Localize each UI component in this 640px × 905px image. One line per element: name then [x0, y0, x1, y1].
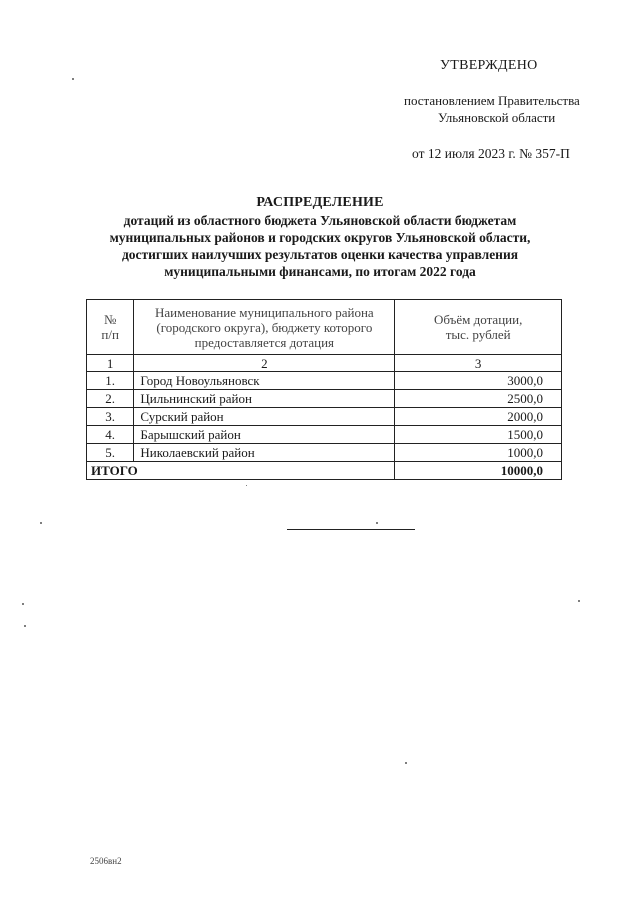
table-row: [87, 390, 562, 408]
municipality-name: Сурский район: [134, 408, 395, 426]
table-row: [87, 426, 562, 444]
scan-speck: [22, 603, 24, 605]
scan-speck: [40, 522, 42, 524]
total-amount: 10000,0: [395, 462, 562, 480]
approval-authority-line: постановлением Правительства: [404, 93, 580, 108]
scan-speck: [405, 762, 407, 764]
municipality-name: Город Новоульяновск: [134, 372, 395, 390]
column-index: 1: [87, 355, 134, 372]
subsidy-amount: 1000,0: [395, 444, 562, 462]
table-header-row: [87, 300, 562, 355]
scan-speck: [24, 625, 26, 627]
subsidy-amount: 3000,0: [395, 372, 562, 390]
header-subsidy-amount: Объём дотации, тыс. рублей: [395, 300, 562, 355]
municipality-name: Николаевский район: [134, 444, 395, 462]
subsidy-amount: 1500,0: [395, 426, 562, 444]
scan-speck: [376, 522, 378, 524]
document-subtitle-line: достигших наилучших результатов оценки качества управления: [121, 247, 519, 262]
allocation-table: [86, 299, 562, 480]
header-municipality-name: Наименование муниципального района (городского округа), бюджету которого предоставляется дотация: [134, 300, 395, 355]
row-number: 4.: [87, 426, 134, 444]
document-subtitle-line: муниципальных районов и городских округов Ульяновской области,: [109, 230, 531, 245]
total-row: [87, 462, 562, 480]
document-heading: [80, 194, 560, 280]
document-subtitle-line: дотаций из областного бюджета Ульяновской области бюджетам: [123, 213, 517, 228]
row-number: 2.: [87, 390, 134, 408]
header-number: № п/п: [87, 300, 134, 355]
document-subtitle-line: муниципальными финансами, по итогам 2022 года: [164, 264, 476, 279]
row-number: 1.: [87, 372, 134, 390]
total-label: ИТОГО: [87, 462, 395, 480]
column-index: 3: [395, 355, 562, 372]
scan-speck: [246, 485, 247, 486]
scan-speck: [72, 78, 74, 80]
table-row: [87, 444, 562, 462]
approval-date-line: от 12 июля 2023 г. № 357-П: [412, 146, 570, 161]
row-number: 3.: [87, 408, 134, 426]
column-index: 2: [134, 355, 395, 372]
closing-separator-line: [287, 529, 415, 530]
table-row: [87, 372, 562, 390]
column-index-row: [87, 355, 562, 372]
row-number: 5.: [87, 444, 134, 462]
approval-title: УТВЕРЖДЕНО: [440, 58, 538, 73]
municipality-name: Цильнинский район: [134, 390, 395, 408]
municipality-name: Барышский район: [134, 426, 395, 444]
document-code: 2506вн2: [90, 856, 122, 866]
subsidy-amount: 2000,0: [395, 408, 562, 426]
approval-region-line: Ульяновской области: [438, 110, 556, 125]
document-title: РАСПРЕДЕЛЕНИЕ: [256, 195, 384, 210]
subsidy-amount: 2500,0: [395, 390, 562, 408]
scan-speck: [578, 600, 580, 602]
table-row: [87, 408, 562, 426]
